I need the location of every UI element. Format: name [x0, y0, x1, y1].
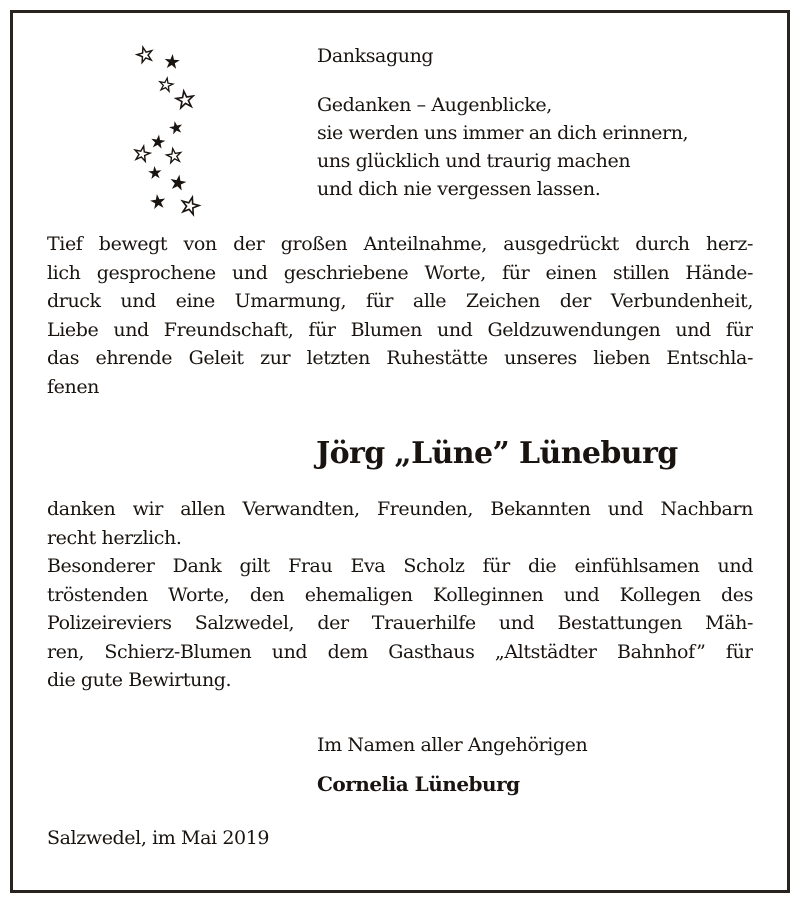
stars-cluster-icon — [128, 40, 208, 220]
poem-line: uns glücklich und traurig machen — [317, 150, 631, 172]
paragraph-line: Tief bewegt von der großen Anteilnahme, ausgedrückt durch herz- — [47, 233, 753, 255]
paragraph-line: Polizeireviers Salzwedel, der Trauerhilfe und Bestattungen Mäh- — [47, 612, 753, 634]
gratitude-paragraph — [47, 230, 753, 401]
paragraph-line: das ehrende Geleit zur letzten Ruhestätte unseres lieben Entschla- — [47, 347, 753, 369]
paragraph-line: ren, Schierz-Blumen und dem Gasthaus „Altstädter Bahnhof” für — [47, 640, 753, 663]
signature-intro: Im Namen aller Angehörigen — [317, 734, 588, 756]
paragraph-line: tröstenden Worte, den ehemaligen Kolleginnen und Kollegen des — [47, 583, 753, 606]
notice-heading: Danksagung — [317, 45, 434, 67]
paragraph-line: druck und eine Umarmung, für alle Zeichen der Verbundenheit, — [47, 290, 753, 312]
paragraph-line: recht herzlich. — [47, 526, 182, 549]
poem-line: Gedanken – Augenblicke, — [317, 94, 552, 116]
paragraph-line: danken wir allen Verwandten, Freunden, Bekannten und Nachbarn — [47, 498, 753, 520]
paragraph-line: die gute Bewirtung. — [47, 669, 232, 691]
paragraph-line: Liebe und Freundschaft, für Blumen und Geldzuwendungen und für — [47, 318, 753, 341]
poem-line: und dich nie vergessen lassen. — [317, 178, 601, 200]
place-date: Salzwedel, im Mai 2019 — [47, 827, 270, 849]
paragraph-line: fenen — [47, 375, 99, 398]
thanks-paragraph — [47, 495, 753, 695]
poem-line: sie werden uns immer an dich erinnern, — [317, 122, 689, 144]
paragraph-line: lich gesprochene und geschriebene Worte, für einen stillen Hände- — [47, 261, 753, 284]
poem — [317, 91, 688, 203]
deceased-name: Jörg „Lüne” Lüneburg — [316, 436, 678, 471]
signature-name: Cornelia Lüneburg — [317, 772, 520, 796]
paragraph-line: Besonderer Dank gilt Frau Eva Scholz für die einfühlsamen und — [47, 555, 753, 577]
